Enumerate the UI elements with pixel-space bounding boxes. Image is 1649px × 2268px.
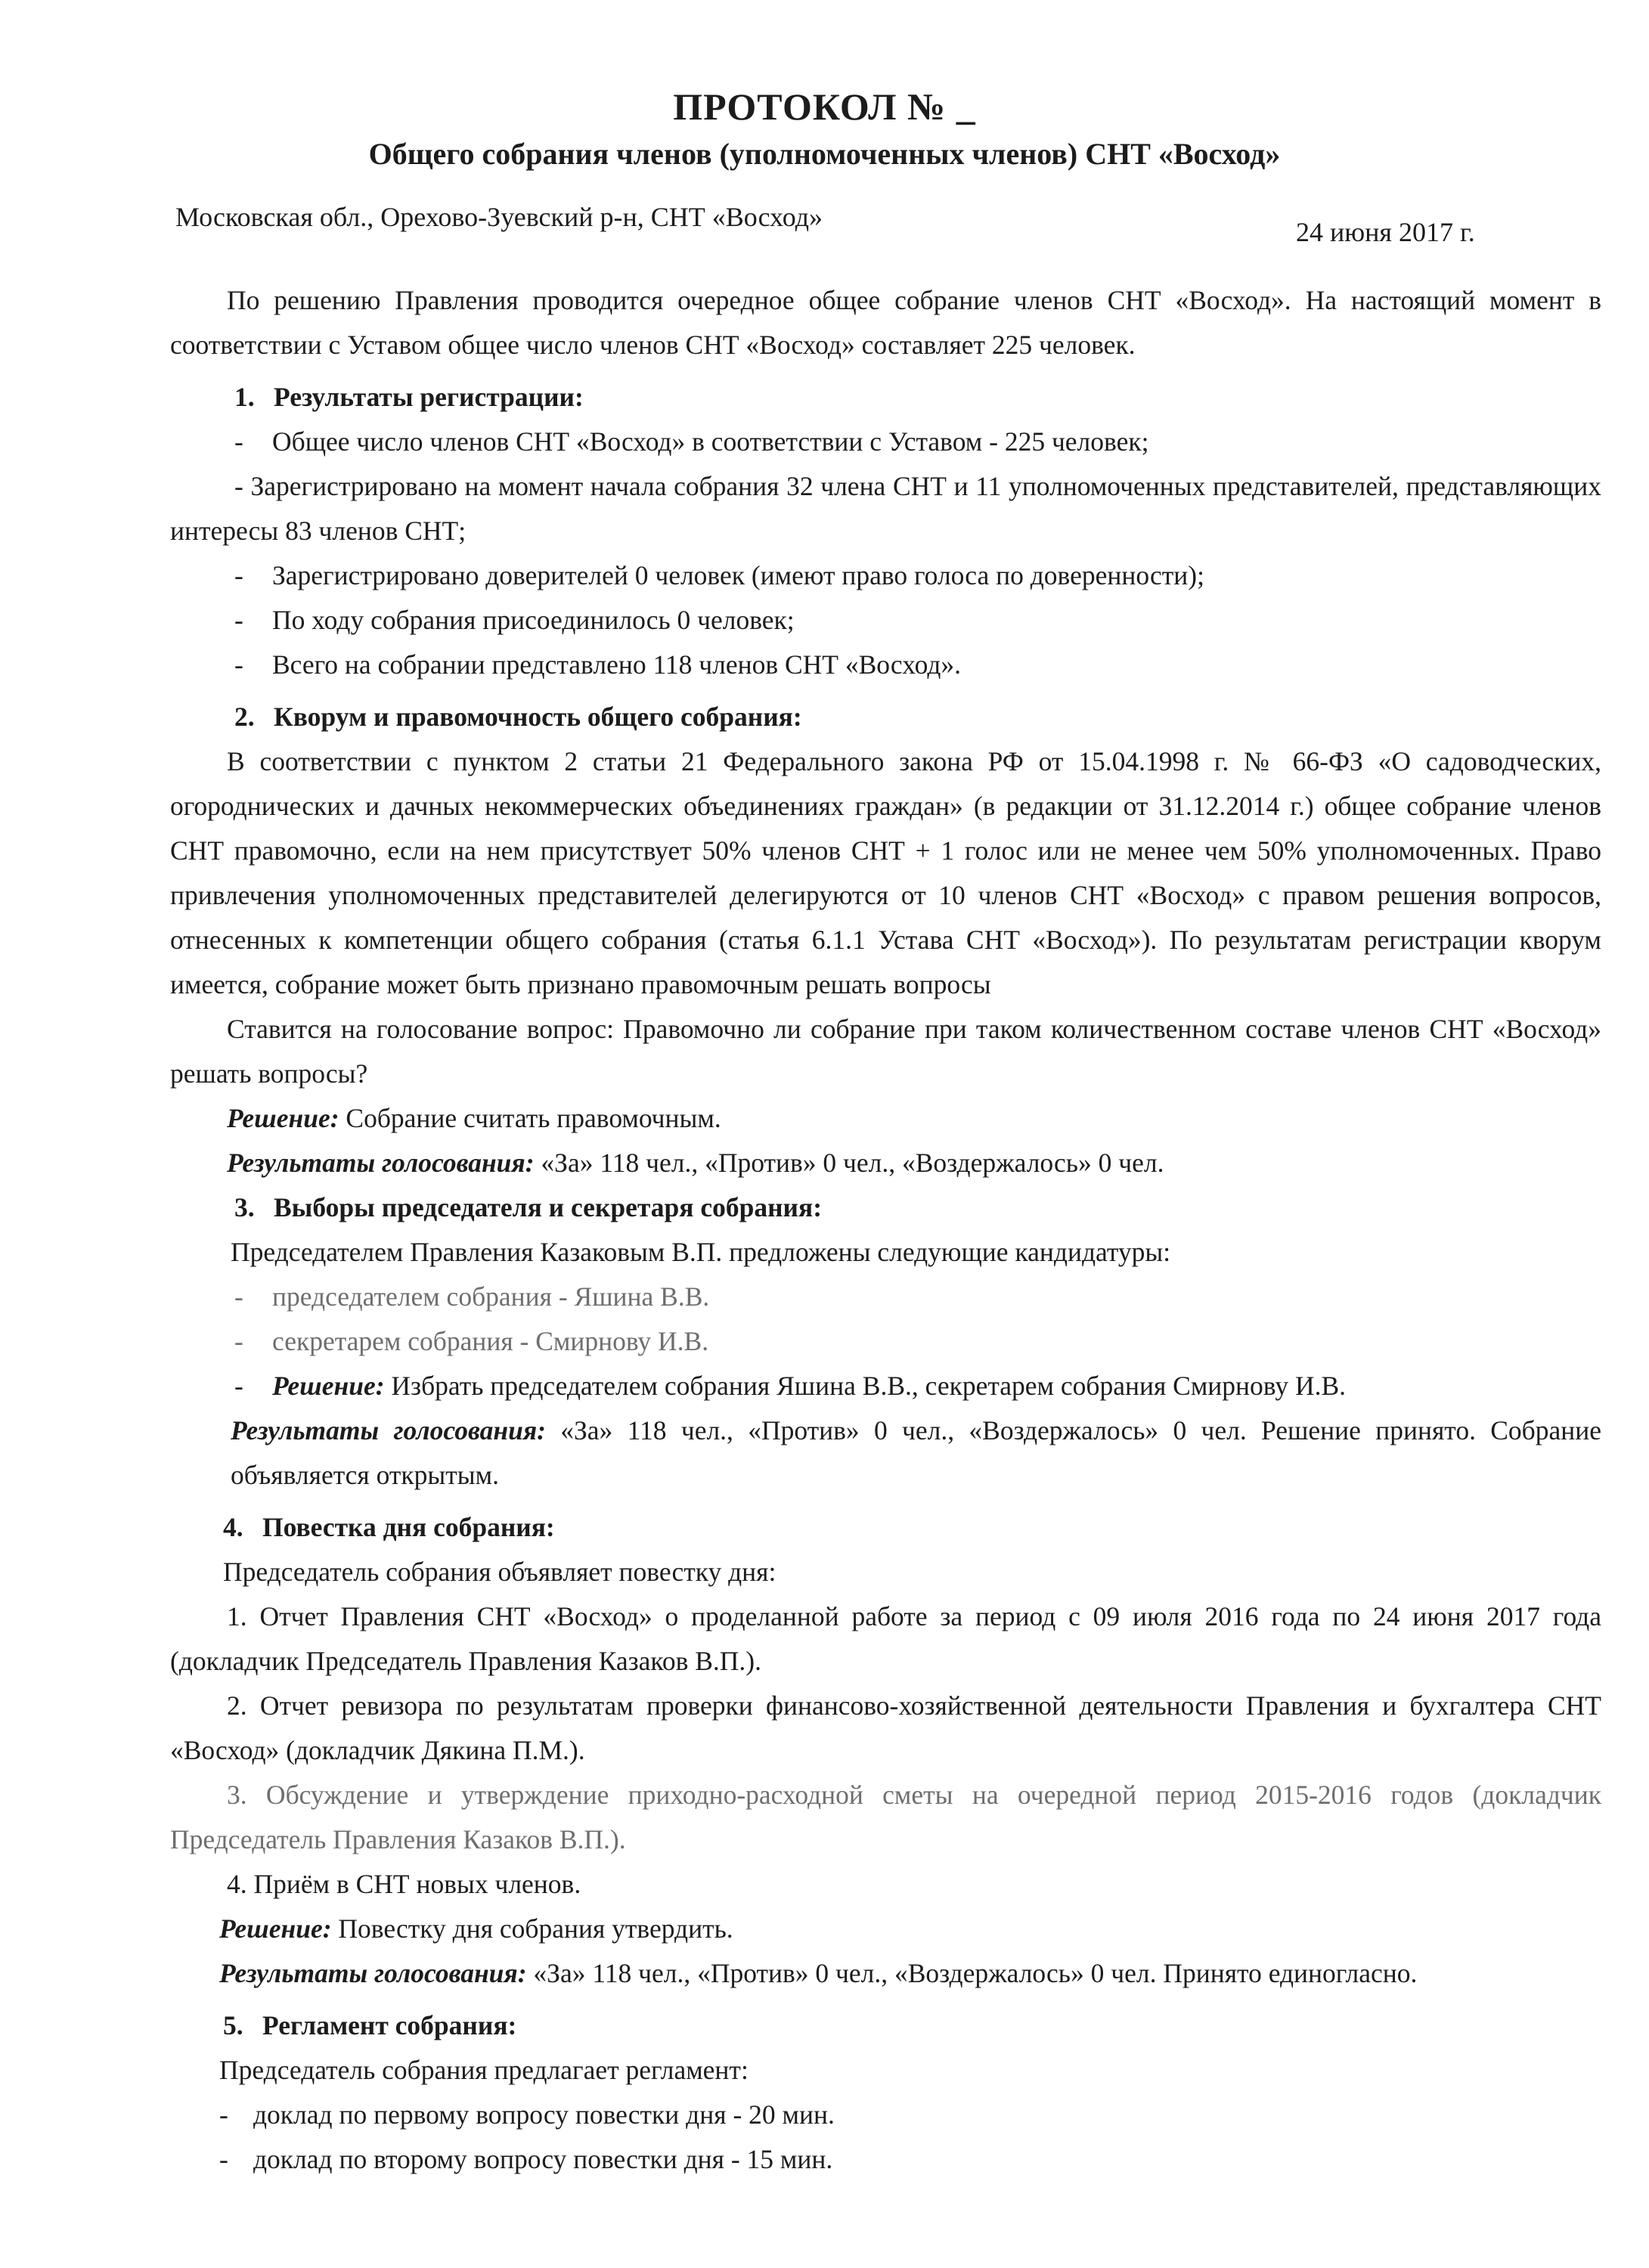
decision-line [170, 1364, 1601, 1408]
results-label: Результаты голосования: [227, 1148, 535, 1178]
section-number: 2. [234, 702, 255, 732]
list-item [170, 1275, 1601, 1319]
document-subtitle: Общего собрания членов (уполномоченных членов) СНТ «Восход» [368, 137, 1281, 171]
section-number: 3. [234, 1192, 255, 1222]
decision-text: Избрать председателем собрания Яшина В.В., секретарем собрания Смирнову И.В. [391, 1371, 1347, 1401]
list-item [170, 2137, 1601, 2182]
list-item [170, 553, 1601, 598]
decision-label: Решение: [227, 1103, 339, 1133]
section-number: 4. [223, 1512, 243, 1542]
decision-line [170, 1096, 1601, 1141]
list-item-text: Зарегистрировано на момент начала собрания 32 члена СНТ и 11 уполномоченных представителей, представляющих интересы 83 членов СНТ; [170, 471, 1602, 546]
section-4-heading [170, 1505, 1601, 1550]
section-number: 1. [234, 382, 255, 412]
list-item [170, 2093, 1601, 2137]
list-item-text: доклад по первому вопросу повестки дня - 20 мин. [253, 2099, 835, 2130]
list-item-text: Всего на собрании представлено 118 членов СНТ «Восход». [272, 649, 962, 680]
section-number: 5. [223, 2010, 243, 2040]
decision-text: Повестку дня собрания утвердить. [338, 1913, 733, 1944]
list-item [170, 464, 1601, 553]
agenda-intro: Председатель собрания объявляет повестку дня: [223, 1557, 776, 1587]
dash-marker: - [234, 605, 243, 635]
section-title: Регламент собрания: [262, 2010, 517, 2040]
results-text: «За» 118 чел., «Против» 0 чел., «Воздержалось» 0 чел. [541, 1148, 1164, 1178]
decision-text: Собрание считать правомочным. [346, 1103, 721, 1133]
dash-marker: - [234, 471, 243, 501]
regulation-intro: Председатель собрания предлагает регламент: [219, 2055, 749, 2085]
vote-results [170, 1408, 1601, 1498]
dash-marker: - [234, 1281, 243, 1312]
section-title: Кворум и правомочность общего собрания: [274, 702, 802, 732]
vote-results [170, 1951, 1601, 1996]
agenda-item: 3. Обсуждение и утверждение приходно-расходной сметы на очередной период 2015-2016 годов (докладчик Председатель Правления Казаков В.П.). [170, 1780, 1601, 1854]
section-2-heading [170, 695, 1601, 739]
dash-marker: - [234, 426, 243, 457]
agenda-item: 2. Отчет ревизора по результатам проверки финансово-хозяйственной деятельности Правления и бухгалтера СНТ «Восход» (докладчик Дякина П.М.). [170, 1690, 1601, 1765]
document-title: ПРОТОКОЛ № _ [673, 85, 976, 128]
list-item-text: председателем собрания - Яшина В.В. [272, 1281, 710, 1312]
meeting-place: Московская обл., Орехово-Зуевский р-н, СНТ «Восход» [175, 202, 823, 232]
dash-marker: - [234, 649, 243, 680]
dash-marker: - [219, 2099, 228, 2130]
decision-label: Решение: [219, 1913, 332, 1944]
agenda-item: 1. Отчет Правления СНТ «Восход» о проделанной работе за период с 09 июля 2016 года по 24 июня 2017 года (докладчик Председатель Правления Казаков В.П.). [170, 1601, 1601, 1676]
document-body [170, 278, 1601, 2182]
results-label: Результаты голосования: [231, 1415, 546, 1445]
quorum-question: Ставится на голосование вопрос: Правомочно ли собрание при таком количественном составе членов СНТ «Восход» решать вопросы? [170, 1014, 1601, 1089]
list-item-text: доклад по второму вопросу повестки дня - 15 мин. [253, 2144, 833, 2174]
results-text: «За» 118 чел., «Против» 0 чел., «Воздержалось» 0 чел. Решение принято. Собрание объявляется открытым. [231, 1415, 1601, 1490]
list-item-text: Зарегистрировано доверителей 0 человек (имеют право голоса по доверенности); [272, 560, 1204, 590]
meeting-date: 24 июня 2017 г. [1296, 217, 1475, 247]
section-3-heading [170, 1185, 1601, 1230]
list-item-text: По ходу собрания присоединилось 0 человек; [272, 605, 795, 635]
decision-label: Решение: [272, 1371, 385, 1401]
dash-marker: - [219, 2144, 228, 2174]
list-item [170, 598, 1601, 643]
section-5-heading [170, 2003, 1601, 2048]
section-title: Выборы председателя и секретаря собрания: [274, 1192, 823, 1222]
list-item [170, 420, 1601, 464]
section-title: Повестка дня собрания: [262, 1512, 555, 1542]
agenda-item: 4. Приём в СНТ новых членов. [227, 1869, 581, 1899]
list-item-text: секретарем собрания - Смирнову И.В. [272, 1326, 709, 1356]
intro-paragraph: По решению Правления проводится очередное общее собрание членов СНТ «Восход». На настоящий момент в соответствии с Уставом общее число членов СНТ «Восход» составляет 225 человек. [170, 285, 1601, 360]
list-item-text: Общее число членов СНТ «Восход» в соответствии с Уставом - 225 человек; [272, 426, 1149, 457]
list-item [170, 1319, 1601, 1364]
quorum-paragraph: В соответствии с пунктом 2 статьи 21 Федерального закона РФ от 15.04.1998 г. № 66-ФЗ «О садоводческих, огороднических и дачных некоммерческих объединениях граждан» (в редакции от 31.12.2014 г.) общее собрание членов СНТ правомочно, если на нем присутствует 50% членов СНТ + 1 голос или не менее чем 50% уполномоченных. Право привлечения уполномоченных представителей делегируются от 10 членов СНТ «Восход» с правом решения вопросов, отнесенных к компетенции общего собрания (статья 6.1.1 Устава СНТ «Восход»). По результатам регистрации кворум имеется, собрание может быть признано правомочным решать вопросы [170, 746, 1601, 999]
section-1-heading [170, 375, 1601, 420]
vote-results [170, 1141, 1601, 1185]
results-label: Результаты голосования: [219, 1958, 527, 1988]
dash-marker: - [234, 1371, 243, 1401]
dash-marker: - [234, 560, 243, 590]
dash-marker: - [234, 1326, 243, 1356]
results-text: «За» 118 чел., «Против» 0 чел., «Воздержалось» 0 чел. Принято единогласно. [533, 1958, 1418, 1988]
section-title: Результаты регистрации: [274, 382, 584, 412]
decision-line [170, 1907, 1601, 1951]
list-item [170, 643, 1601, 687]
candidates-intro: Председателем Правления Казаковым В.П. предложены следующие кандидатуры: [231, 1237, 1171, 1267]
